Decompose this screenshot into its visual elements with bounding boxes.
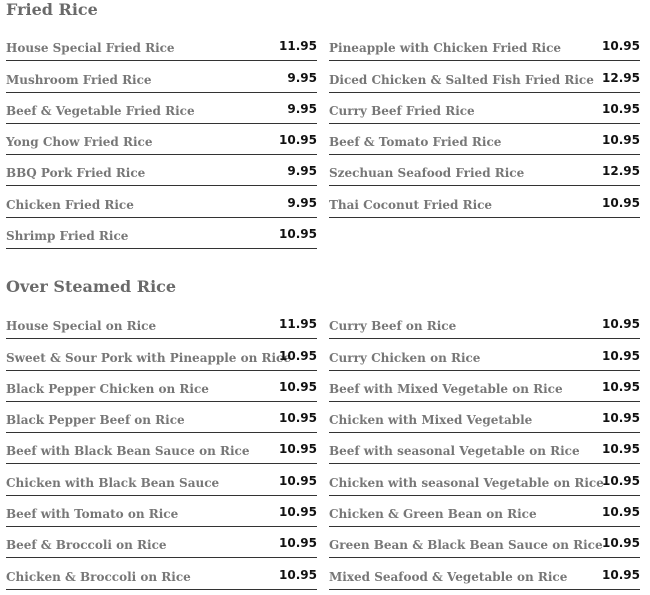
menu-item xyxy=(6,371,317,402)
item-name: Curry Beef on Rice xyxy=(329,319,457,334)
item-price: 10.95 xyxy=(279,505,317,520)
item-price: 9.95 xyxy=(287,164,317,179)
menu-item xyxy=(6,93,317,124)
item-name: Black Pepper Chicken on Rice xyxy=(6,381,209,396)
menu-item xyxy=(6,402,317,433)
item-name: Pineapple with Chicken Fried Rice xyxy=(329,41,562,56)
item-price: 9.95 xyxy=(287,195,317,210)
menu-item xyxy=(6,30,317,61)
menu-item xyxy=(329,464,640,495)
item-name: Green Bean & Black Bean Sauce on Rice xyxy=(329,538,603,553)
menu-item xyxy=(6,124,317,155)
item-name: Black Pepper Beef on Rice xyxy=(6,413,185,428)
item-price: 10.95 xyxy=(602,101,640,116)
item-price: 11.95 xyxy=(279,317,317,332)
menu-item xyxy=(329,558,640,589)
item-price: 10.95 xyxy=(279,442,317,457)
steamed-rice-right-column xyxy=(329,308,640,590)
item-price: 10.95 xyxy=(602,133,640,148)
item-name: Chicken with Black Bean Sauce xyxy=(6,475,220,490)
menu-item xyxy=(329,402,640,433)
item-price: 10.95 xyxy=(602,567,640,582)
menu-item xyxy=(329,30,640,61)
item-name: Beef with Mixed Vegetable on Rice xyxy=(329,381,563,396)
section-title-over-steamed-rice: Over Steamed Rice xyxy=(6,277,177,296)
item-name: Chicken with Mixed Vegetable xyxy=(329,413,533,428)
fried-rice-left-column xyxy=(6,30,317,249)
item-name: Shrimp Fried Rice xyxy=(6,229,129,244)
item-price: 10.95 xyxy=(602,505,640,520)
menu-item xyxy=(6,496,317,527)
item-name: Mixed Seafood & Vegetable on Rice xyxy=(329,569,568,584)
item-name: Beef & Broccoli on Rice xyxy=(6,538,167,553)
item-name: Beef with Black Bean Sauce on Rice xyxy=(6,444,250,459)
item-price: 10.95 xyxy=(602,348,640,363)
menu-item xyxy=(6,464,317,495)
item-price: 10.95 xyxy=(602,442,640,457)
menu-item xyxy=(329,496,640,527)
item-price: 10.95 xyxy=(279,379,317,394)
item-name: BBQ Pork Fried Rice xyxy=(6,166,146,181)
menu-item xyxy=(6,61,317,92)
item-name: Chicken & Green Bean on Rice xyxy=(329,507,537,522)
menu-item xyxy=(6,339,317,370)
item-price: 10.95 xyxy=(279,411,317,426)
item-price: 10.95 xyxy=(279,567,317,582)
item-price: 10.95 xyxy=(602,39,640,54)
menu-item xyxy=(6,186,317,217)
item-price: 10.95 xyxy=(602,317,640,332)
item-price: 12.95 xyxy=(602,164,640,179)
menu-item xyxy=(329,339,640,370)
item-price: 11.95 xyxy=(279,39,317,54)
item-price: 10.95 xyxy=(602,411,640,426)
menu-item xyxy=(329,155,640,186)
item-price: 10.95 xyxy=(279,348,317,363)
item-price: 10.95 xyxy=(279,133,317,148)
menu-item xyxy=(329,124,640,155)
menu-item xyxy=(329,93,640,124)
item-price: 10.95 xyxy=(279,473,317,488)
item-name: Curry Chicken on Rice xyxy=(329,350,481,365)
item-name: Thai Coconut Fried Rice xyxy=(329,197,493,212)
menu-item xyxy=(329,61,640,92)
item-name: Chicken & Broccoli on Rice xyxy=(6,569,191,584)
item-price: 12.95 xyxy=(602,70,640,85)
menu-item xyxy=(6,155,317,186)
menu-item xyxy=(6,527,317,558)
item-price: 10.95 xyxy=(602,473,640,488)
menu-item xyxy=(329,527,640,558)
item-name: Beef with seasonal Vegetable on Rice xyxy=(329,444,580,459)
item-price: 9.95 xyxy=(287,101,317,116)
item-name: Beef with Tomato on Rice xyxy=(6,507,179,522)
fried-rice-right-column xyxy=(329,30,640,218)
item-name: Sweet & Sour Pork with Pineapple on Rice xyxy=(6,350,291,365)
item-price: 10.95 xyxy=(279,227,317,242)
item-price: 10.95 xyxy=(279,536,317,551)
item-name: Beef & Tomato Fried Rice xyxy=(329,135,502,150)
item-name: Curry Beef Fried Rice xyxy=(329,103,475,118)
item-name: Szechuan Seafood Fried Rice xyxy=(329,166,525,181)
menu-item xyxy=(329,433,640,464)
menu-item xyxy=(6,558,317,589)
steamed-rice-left-column xyxy=(6,308,317,590)
menu-item xyxy=(6,308,317,339)
menu-item xyxy=(329,186,640,217)
item-name: Chicken Fried Rice xyxy=(6,197,134,212)
item-name: Diced Chicken & Salted Fish Fried Rice xyxy=(329,72,594,87)
item-price: 10.95 xyxy=(602,379,640,394)
item-price: 10.95 xyxy=(602,195,640,210)
item-name: Yong Chow Fried Rice xyxy=(6,135,153,150)
item-name: Mushroom Fried Rice xyxy=(6,72,152,87)
item-name: Beef & Vegetable Fried Rice xyxy=(6,103,195,118)
section-title-fried-rice: Fried Rice xyxy=(6,0,98,19)
menu-item xyxy=(329,308,640,339)
item-name: House Special Fried Rice xyxy=(6,41,175,56)
menu-item xyxy=(6,433,317,464)
item-name: House Special on Rice xyxy=(6,319,157,334)
menu-item xyxy=(6,218,317,249)
item-price: 10.95 xyxy=(602,536,640,551)
item-name: Chicken with seasonal Vegetable on Rice xyxy=(329,475,604,490)
item-price: 9.95 xyxy=(287,70,317,85)
menu-item xyxy=(329,371,640,402)
